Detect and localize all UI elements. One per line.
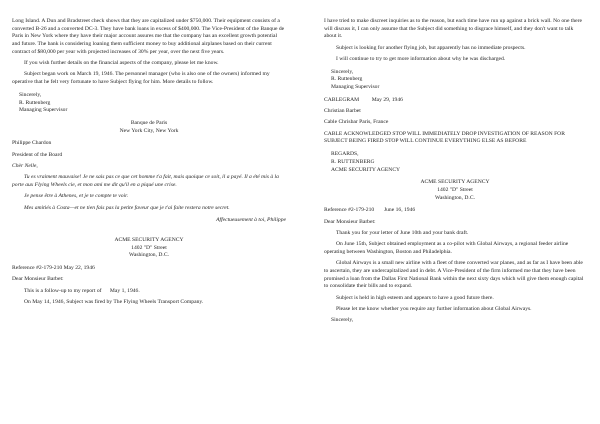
salutation: Dear Monsieur Barbet: (324, 218, 376, 225)
closing: Sincerely, (19, 91, 42, 98)
cable-regards: REGARDS, (331, 151, 359, 158)
reference-line: Reference #2-179-210 June 16, 1946 (324, 207, 416, 214)
agency-name: ACME SECURITY AGENCY (114, 236, 184, 243)
global-airways-paragraph: Global Airways is a small new airline with a fleet of three converted war planes, and as far as I have been able to ascertain, they are undercapitalized and in debt. A Vice-President of the firm informed me that they have been promised a loan from the Dallas First National Bank within the next sixty days which will give them enough capital to consolidate their bills and to expand. (324, 260, 584, 290)
signature-title: Managing Supervisor (19, 107, 68, 114)
further-details-paragraph: If you wish further details on the financial aspects of the company, please let me know. (24, 60, 219, 67)
follow-up-paragraph: This is a follow-up to my report of May 1, 1946. (24, 287, 140, 294)
agency-street: 1402 "D" Street (131, 244, 167, 251)
signature-title: Managing Supervisor (331, 84, 380, 91)
recipient-title: President of the Board (12, 151, 63, 158)
fired-paragraph: On May 14, 1946, Subject was fired by The Flying Wheels Transport Company. (24, 298, 204, 305)
thanks-paragraph: Thank you for your letter of June 10th and your bank draft. (336, 229, 469, 236)
agency-city: Washington, D.C. (129, 252, 169, 259)
closing-2: Sincerely, (331, 317, 354, 324)
right-page-text (324, 18, 586, 325)
cable-text: CABLE ACKNOWLEDGED STOP WILL IMMEDIATELY DROP INVESTIGATION OF REASON FOR SUBJECT BEING FIRED STOP WILL CONTINUE EVERYTHING ELSE AS BEFORE (324, 130, 565, 145)
intro-paragraph: Long Island. A Dun and Bradstreet check shows that they are capitalized under $750,000. Their equipment consists of a converted B-26 and a converted DC-3. They have bank loans in excess of $400,000. The Vice-President of the Banque de Paris in New York where they have their major account assures me that the company has an excellent growth potential and future. The bank is considering loaning them sufficient money to buy additional airplanes based on their current contract of $80,000 per year with projected increases of 30% per year, over the next five years. (12, 18, 285, 55)
cablegram-header: CABLEGRAM May 29, 1946 (324, 96, 403, 103)
cable-agency: ACME SECURITY AGENCY (331, 166, 401, 173)
french-paragraph-3: Mes amitiés à Costa—et ne tien fais pas la petite faveur que je t'ai faite restera notre secret. (24, 204, 230, 211)
signature-name: R. Ruttenberg (331, 76, 363, 83)
cable-sender: R. RUTTENBERG (331, 158, 375, 165)
right-page (300, 0, 600, 424)
french-paragraph-1: Tu es vraiment mauvaise! Je ne sais pas ce que cet homme t'a fait, mais quoique ce soit, il a payé. Il a été mis à la porte aux Flying Wheels cie, et mon ami me dit qu'il en a piqué une crise. (12, 174, 279, 188)
bank-name: Banque de Paris (130, 119, 168, 126)
please-paragraph: Please let me know whether you require any further information about Global Airways. (336, 305, 532, 312)
french-paragraph-2: Je pense être à Athenes, et je te compte te voir. (24, 193, 129, 200)
salutation: Dear Monsieur Barbet: (12, 276, 64, 283)
french-signoff: Affectueusement à toi, Philippe (216, 217, 286, 224)
looking-paragraph: Subject is looking for another flying job, but apparently has no immediate prospects. (336, 44, 526, 51)
signature-name: R. Ruttenberg (19, 99, 51, 106)
agency-name: ACME SECURITY AGENCY (420, 179, 490, 186)
inquiries-paragraph: I have tried to make discreet inquiries as to the reason, but each time have run up against a brick wall. No one there will discuss it, I can only assume that the Subject did something to disgrace himself, and they don't want to talk about it. (324, 18, 582, 40)
closing: Sincerely, (331, 68, 354, 75)
cable-address: Cable Chrisbar Paris, France (324, 119, 389, 126)
continue-paragraph: I will continue to try to get more information about why he was discharged. (336, 56, 506, 62)
agency-city: Washington, D.C. (435, 194, 475, 201)
esteem-paragraph: Subject is held in high esteem and appears to have a good future there. (336, 294, 494, 301)
french-salutation: Chèr Nelle, (12, 162, 38, 169)
bank-address: New York City, New York (119, 127, 179, 134)
agency-street: 1402 "D" Street (437, 186, 473, 193)
cable-recipient: Christian Barbet (324, 108, 361, 115)
reference-line: Reference #2-179-210 May 22, 1946 (12, 265, 95, 272)
left-page-text (12, 18, 286, 307)
june15-paragraph: On June 15th, Subject obtained employment as a co-pilot with Global Airways, a regional feeder airline operating between Washington, Boston and Philadelphia. (324, 241, 569, 255)
began-work-paragraph: Subject began work on March 19, 1946. The personnel manager (who is also one of the owners) informed my operative that he felt very fortunate to have Subject flying for him. More details to follow. (12, 71, 270, 86)
recipient-name: Philippe Chardon (12, 140, 52, 147)
